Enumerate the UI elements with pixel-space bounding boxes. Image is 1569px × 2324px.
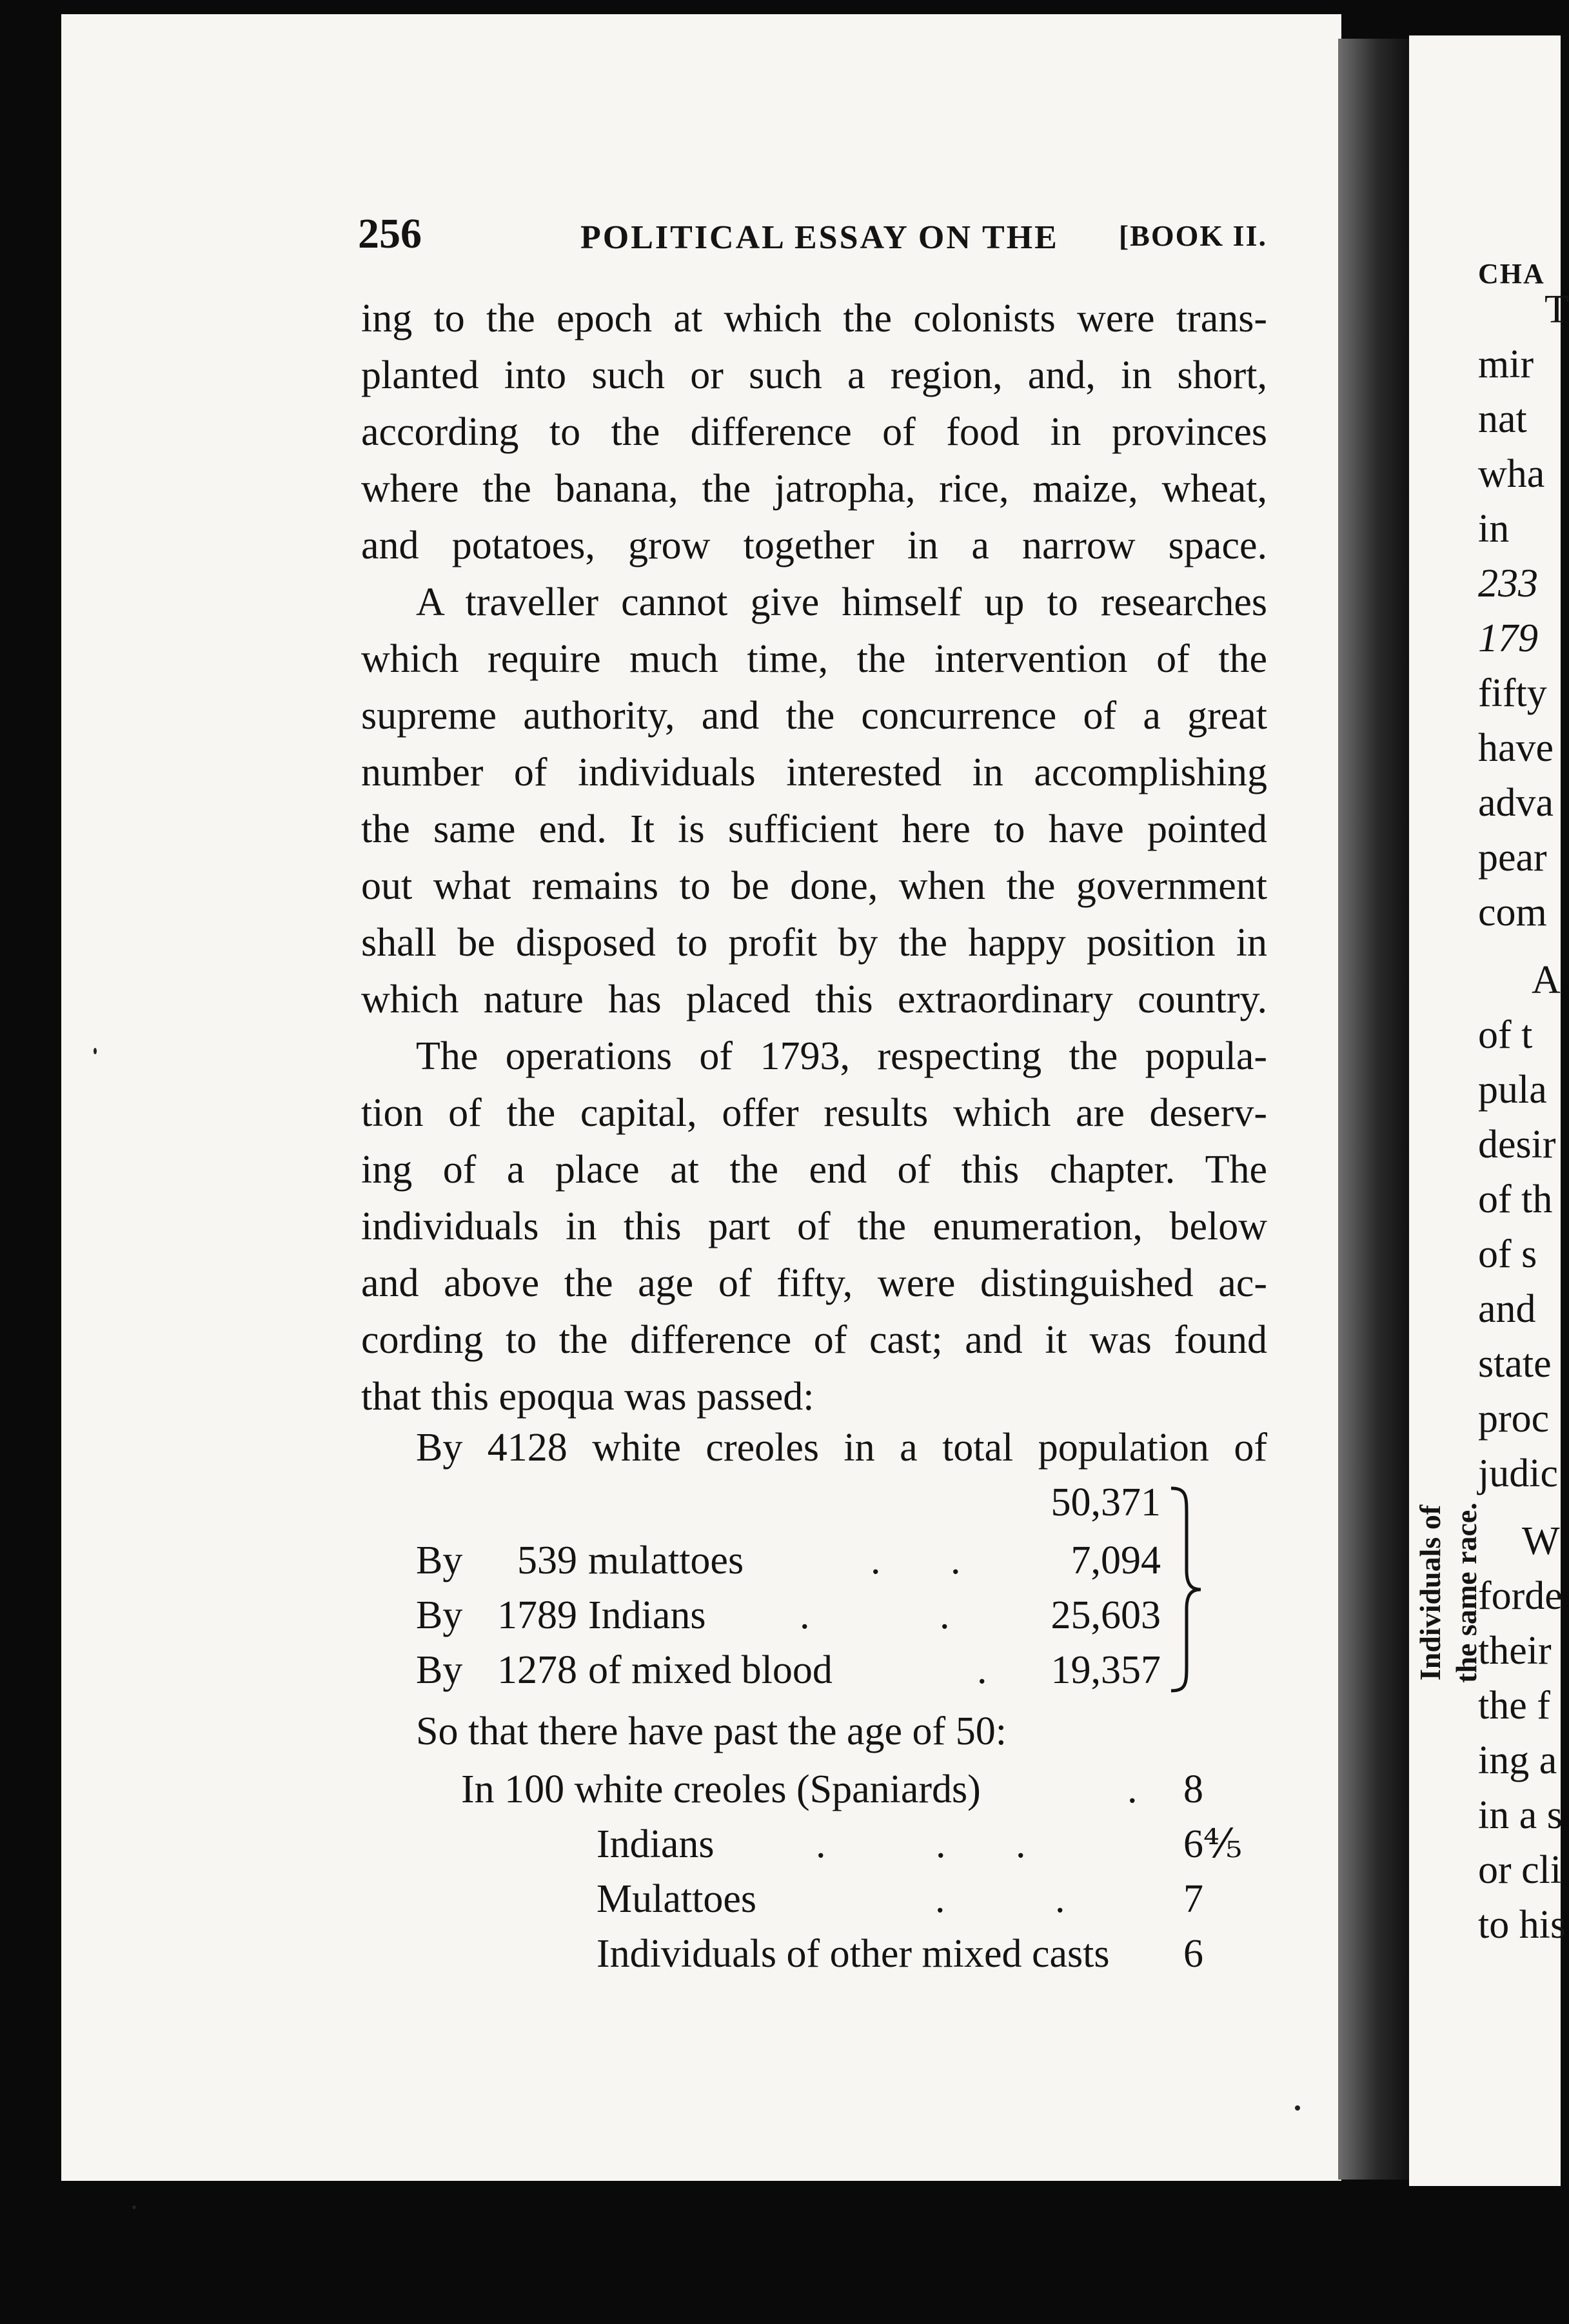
text-line: and above the age of fifty, were distinguished ac- (361, 1261, 1267, 1305)
age-value: 8 (1183, 1768, 1203, 1811)
facing-line: nat (1478, 397, 1527, 441)
row-total: 25,603 (1051, 1593, 1161, 1637)
leader-dots: . . (800, 1593, 950, 1637)
total-population-value: 50,371 (1051, 1481, 1161, 1524)
gutter-shadow (1338, 39, 1409, 2180)
leader-dots: . . . (816, 1822, 1026, 1866)
facing-line: of t (1478, 1013, 1533, 1057)
text-line: shall be disposed to profit by the happy position in (361, 921, 1267, 965)
text-line: ing of a place at the end of this chapter. The (361, 1148, 1267, 1192)
age-label: Individuals of other mixed casts (597, 1932, 1110, 1976)
paragraph-3 (361, 1028, 1267, 1425)
running-title: POLITICAL ESSAY ON THE (580, 219, 1059, 256)
facing-line: com (1478, 891, 1547, 934)
text-line: which require much time, the intervention of the (361, 637, 1267, 681)
facing-line: to his (1478, 1903, 1566, 1947)
paragraph-2 (361, 574, 1267, 1028)
facing-line: ing a (1478, 1738, 1557, 1782)
scan-speck (132, 2205, 136, 2209)
brace-note (1199, 1486, 1483, 1699)
facing-line: A (1532, 958, 1561, 1002)
brace-note-line: the same race. (1450, 1502, 1483, 1683)
age-label: In 100 white creoles (Spaniards) (461, 1768, 981, 1811)
facing-line: wha (1478, 452, 1545, 496)
facing-line: adva (1478, 781, 1554, 825)
facing-line: W (1522, 1519, 1560, 1563)
text-line: ing to the epoch at which the colonists were trans- (361, 297, 1267, 340)
running-head (358, 210, 1267, 268)
facing-line: judic (1478, 1452, 1558, 1495)
facing-line: T (1544, 288, 1569, 331)
population-intro: By 4128 white creoles in a total population of (416, 1426, 1267, 1470)
text-line: supreme authority, and the concurrence of a great (361, 694, 1267, 738)
text-line: according to the difference of food in provinces (361, 410, 1267, 454)
facing-line: mir (1478, 342, 1534, 386)
age-value: 6 (1183, 1932, 1203, 1976)
text-line: which nature has placed this extraordinary country. (361, 978, 1267, 1021)
row-count: 1789 (497, 1593, 577, 1637)
scan-speck (1295, 2105, 1300, 2111)
row-label: Indians (588, 1593, 706, 1637)
row-by: By (416, 1539, 463, 1582)
text-line: number of individuals interested in accomplishing (361, 751, 1267, 794)
facing-line: pula (1478, 1068, 1547, 1112)
row-label: mulattoes (588, 1539, 744, 1582)
facing-line: of s (1478, 1232, 1537, 1276)
text-line: the same end. It is sufficient here to have pointed (361, 807, 1267, 851)
scan-speck (94, 1048, 97, 1054)
facing-line: have (1478, 726, 1554, 770)
row-by: By (416, 1593, 463, 1637)
row-total: 19,357 (1051, 1648, 1161, 1692)
facing-line: desir (1478, 1123, 1556, 1167)
text-line: that this epoqua was passed: (361, 1375, 814, 1419)
facing-line: 233 (1478, 562, 1538, 606)
text-line: The operations of 1793, respecting the popula- (416, 1034, 1267, 1078)
facing-line: in (1478, 507, 1510, 551)
text-line: A traveller cannot give himself up to researches (416, 580, 1267, 624)
facing-line: state (1478, 1342, 1552, 1386)
page-number: 256 (358, 210, 422, 257)
age-value: 6⅘ (1183, 1822, 1243, 1866)
row-by: By (416, 1648, 463, 1692)
row-label: of mixed blood (588, 1648, 833, 1692)
age-label: Mulattoes (597, 1877, 756, 1921)
facing-line: or cli (1478, 1848, 1562, 1892)
leader-dots: . . (871, 1539, 961, 1582)
facing-line: 179 (1478, 616, 1538, 660)
row-count: 539 (517, 1539, 577, 1582)
text-line: and potatoes, grow together in a narrow space. (361, 524, 1267, 567)
leader-dots: . . (935, 1877, 1065, 1921)
facing-line: their (1478, 1629, 1552, 1673)
text-line: individuals in this part of the enumeration, below (361, 1205, 1267, 1248)
text-line: out what remains to be done, when the government (361, 864, 1267, 908)
facing-line: of th (1478, 1177, 1553, 1221)
facing-running-head: CHA (1478, 258, 1545, 290)
facing-line: pear (1478, 836, 1547, 880)
book-reference: [BOOK II. (1118, 219, 1267, 252)
age-intro: So that there have past the age of 50: (416, 1709, 1007, 1753)
text-line: cording to the difference of cast; and it was found (361, 1318, 1267, 1362)
text-line: where the banana, the jatropha, rice, maize, wheat, (361, 467, 1267, 511)
age-value: 7 (1183, 1877, 1203, 1921)
facing-line: the f (1478, 1684, 1550, 1728)
leader-dots: . (977, 1648, 987, 1692)
facing-line: in a s (1478, 1793, 1563, 1837)
facing-line: fifty (1478, 671, 1547, 715)
row-total: 7,094 (1071, 1539, 1161, 1582)
row-count: 1278 (497, 1648, 577, 1692)
leader-dots: . (1127, 1768, 1138, 1811)
facing-line: forde (1478, 1574, 1563, 1618)
body-text (361, 290, 1267, 1425)
facing-line: and (1478, 1287, 1536, 1331)
age-label: Indians (597, 1822, 715, 1866)
paragraph-1 (361, 290, 1267, 574)
text-line: planted into such or such a region, and, in short, (361, 353, 1267, 397)
facing-line: proc (1478, 1397, 1550, 1441)
brace-note-line: Individuals of (1414, 1504, 1446, 1681)
text-line: tion of the capital, offer results which are deserv- (361, 1091, 1267, 1135)
